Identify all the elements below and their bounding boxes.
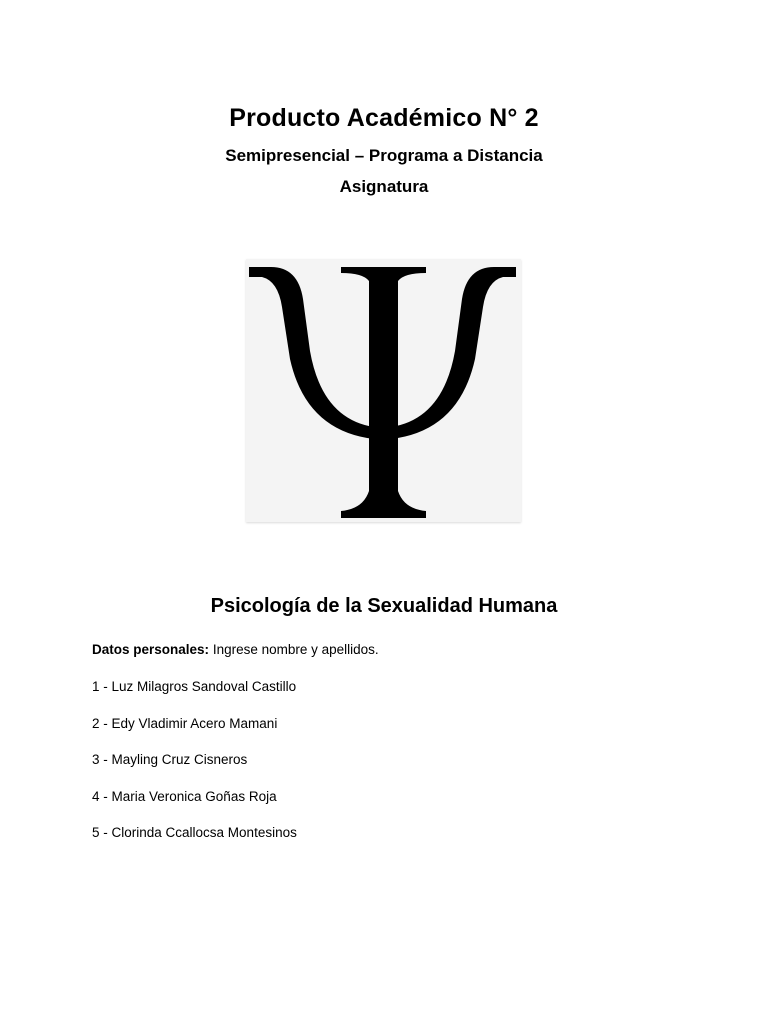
list-item: 5 - Clorinda Ccallocsa Montesinos: [92, 825, 297, 840]
personal-data-instruction: Ingrese nombre y apellidos.: [212, 642, 379, 657]
document-title: Producto Académico N° 2: [229, 104, 539, 132]
course-title: Psicología de la Sexualidad Humana: [210, 595, 558, 617]
member-list: [92, 678, 297, 861]
subject-label: Asignatura: [339, 177, 429, 196]
list-item: 2 - Edy Vladimir Acero Mamani: [92, 715, 278, 731]
personal-data-label: Datos personales:: [92, 642, 210, 657]
document-subtitle: Semipresencial – Programa a Distancia: [225, 146, 543, 165]
list-item: 1 - Luz Milagros Sandoval Castillo: [92, 679, 297, 694]
personal-data-line: [92, 642, 379, 657]
psi-symbol-icon: [246, 259, 521, 522]
list-item: 4 - Maria Veronica Goñas Roja: [92, 788, 277, 804]
psi-logo: [246, 259, 521, 522]
list-item: 3 - Mayling Cruz Cisneros: [92, 752, 248, 767]
